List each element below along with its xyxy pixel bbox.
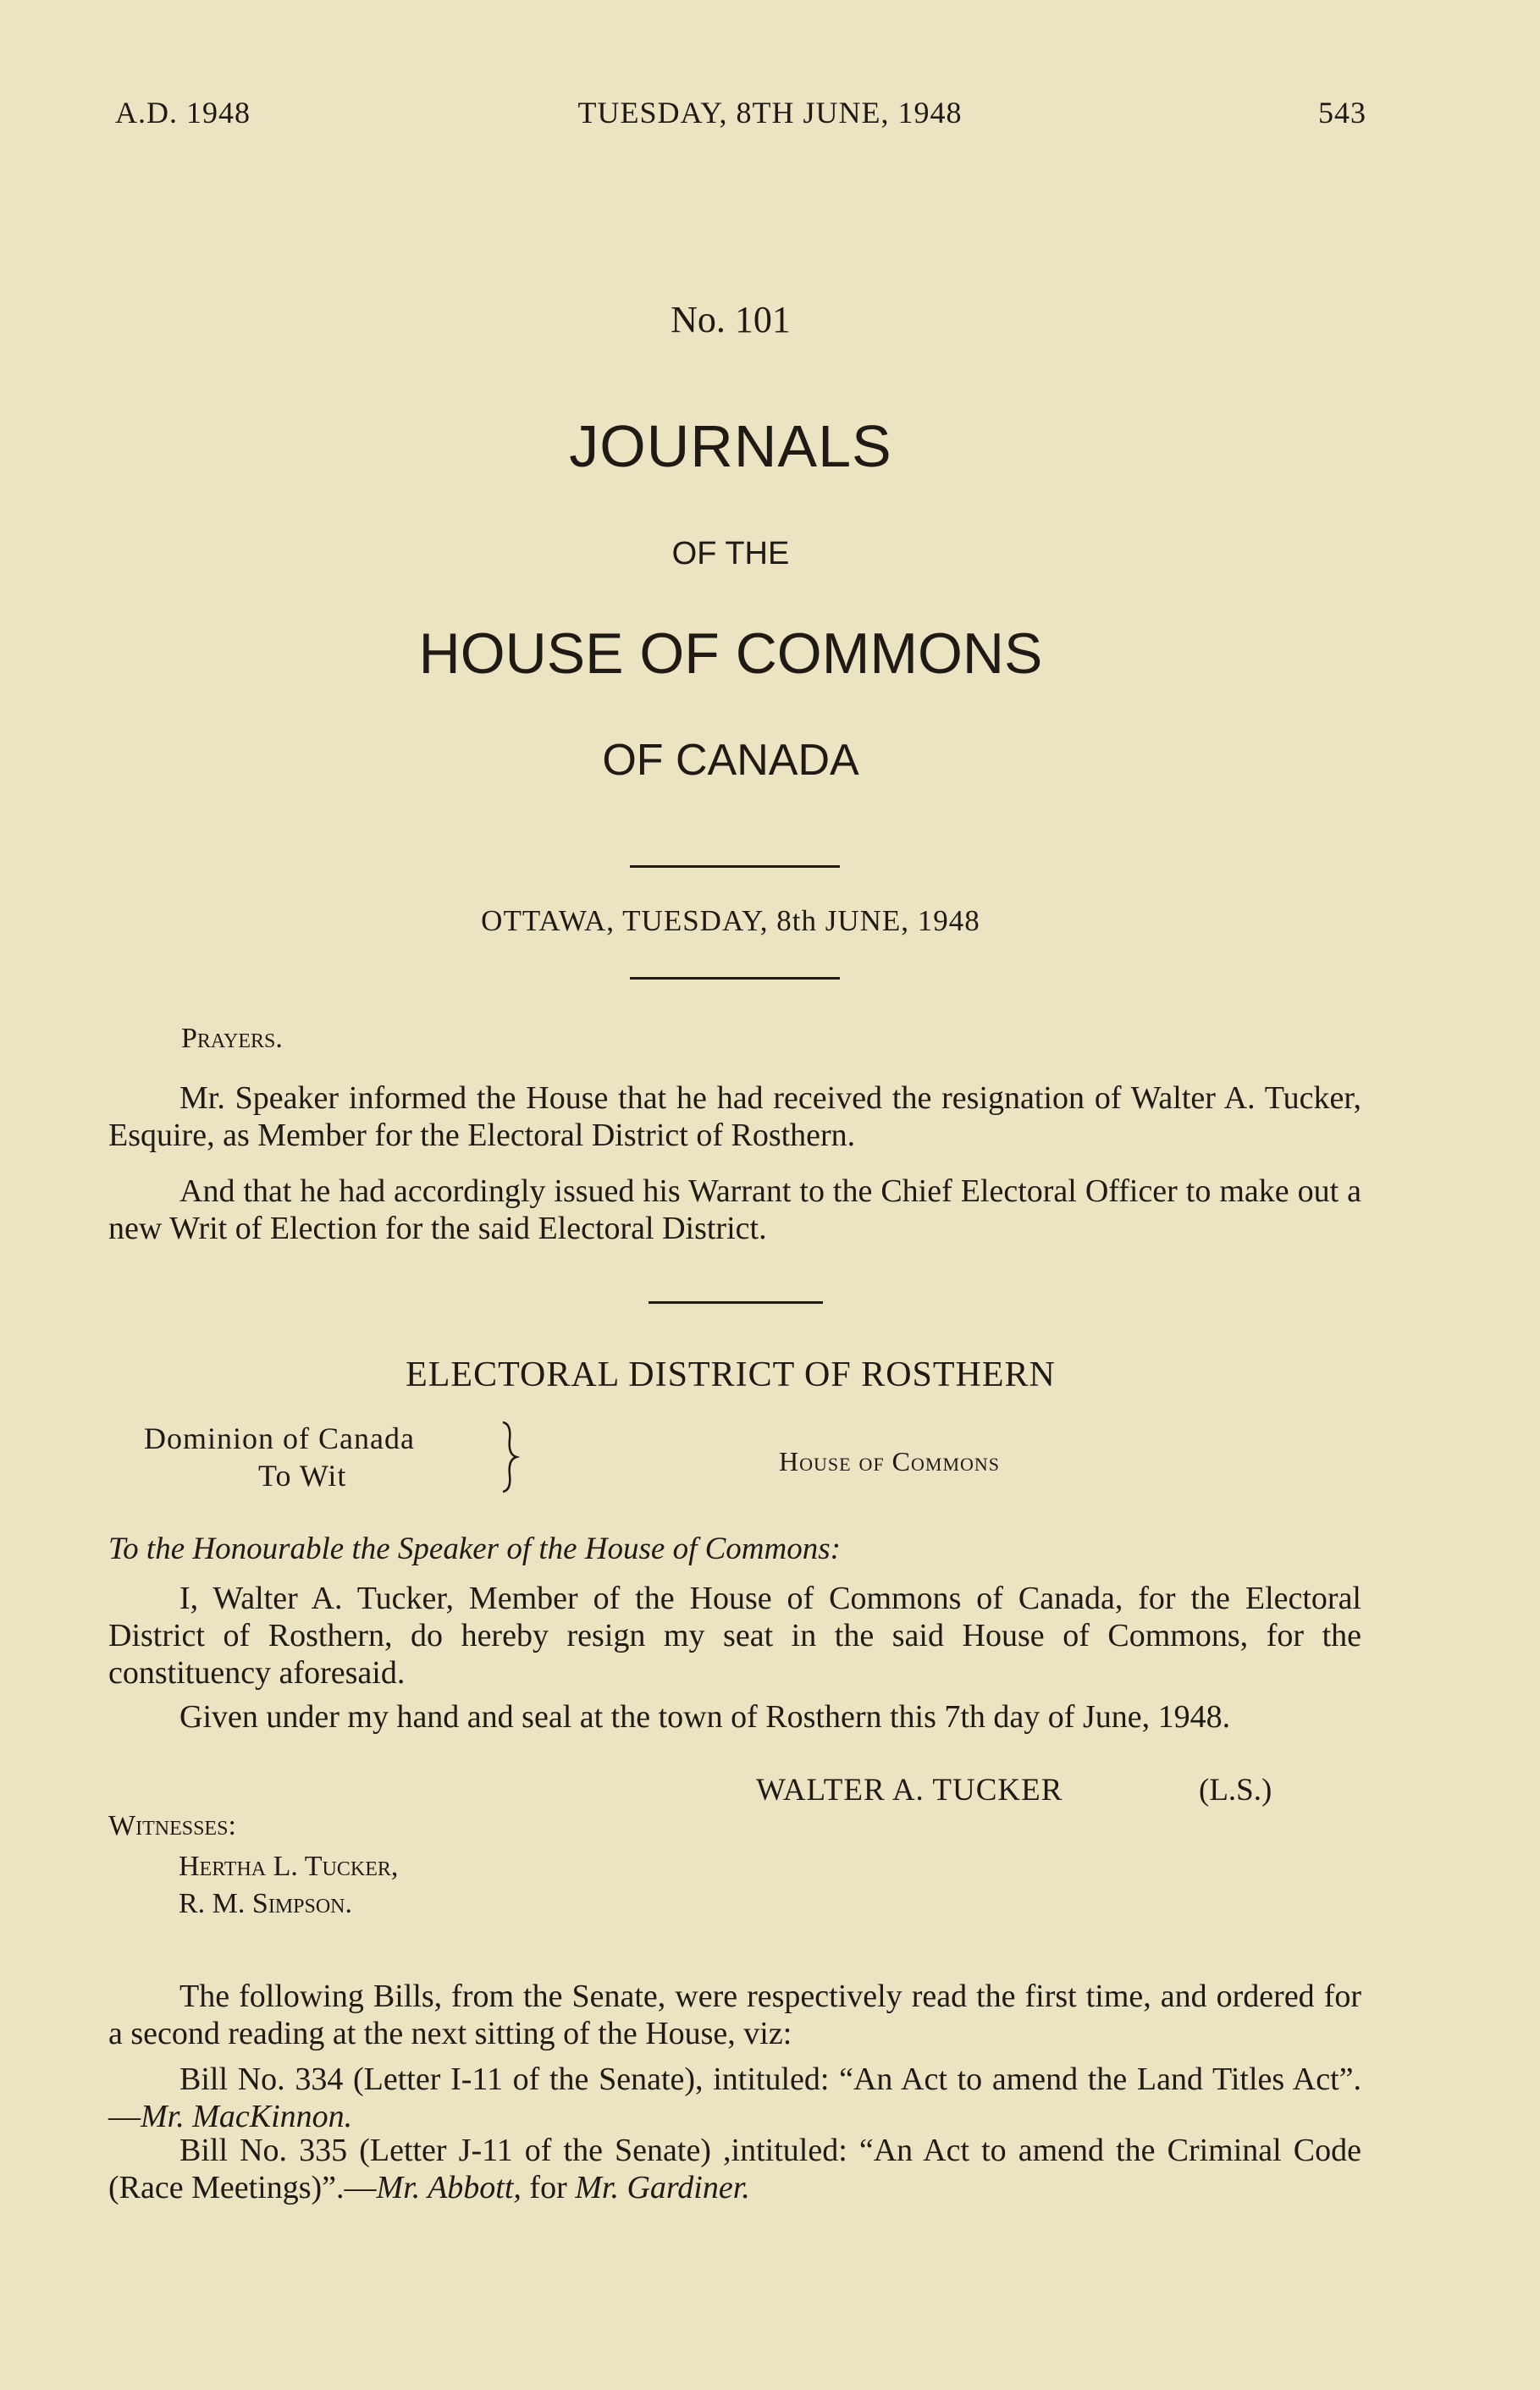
paragraph-text: And that he had accordingly issued his Warrant to the Chief Electoral Officer to make out a new Writ of Election for the said Electoral District. xyxy=(108,1173,1361,1246)
dominion-label: Dominion of Canada xyxy=(144,1421,415,1455)
paragraph-text: Given under my hand and seal at the town of Rosthern this 7th day of June, 1948. xyxy=(179,1699,1231,1735)
letter-body xyxy=(108,1580,1361,1692)
divider-rule xyxy=(630,977,840,980)
paragraph-text xyxy=(108,2132,1361,2206)
paragraph-resignation xyxy=(108,1079,1361,1154)
issue-number: No. 101 xyxy=(671,299,791,340)
bill-335 xyxy=(108,2132,1361,2206)
title-journals: JOURNALS xyxy=(569,413,892,479)
signature: WALTER A. TUCKER xyxy=(756,1773,1063,1808)
paragraph-text: Mr. Speaker informed the House that he had received the resignation of Walter A. Tucker, Esquire, as Member for the Electoral District of Rosthern. xyxy=(108,1080,1361,1153)
letter-given xyxy=(108,1698,1361,1736)
witness-name: Hertha L. Tucker, xyxy=(179,1851,399,1882)
running-head-year: A.D. 1948 xyxy=(115,96,251,130)
brace-icon xyxy=(500,1421,520,1500)
bill-for: for xyxy=(521,2170,576,2205)
district-heading: ELECTORAL DISTRICT OF ROSTHERN xyxy=(406,1355,1056,1394)
to-wit-label: To Wit xyxy=(258,1459,347,1493)
witness-name: R. M. Simpson. xyxy=(179,1888,353,1919)
paragraph-text: I, Walter A. Tucker, Member of the House of Commons of Canada, for the Electoral District of Rosthern, do hereby resign my seat in the said House of Commons, for the constituency aforesaid. xyxy=(108,1581,1361,1691)
seal-mark: (L.S.) xyxy=(1199,1773,1272,1808)
brace-icon-svg xyxy=(500,1421,520,1493)
bill-334 xyxy=(108,2061,1361,2135)
prayers-heading: Prayers. xyxy=(181,1023,283,1054)
title-house-of-commons: HOUSE OF COMMONS xyxy=(418,621,1043,686)
title-of-canada: OF CANADA xyxy=(602,736,859,785)
divider-rule xyxy=(630,865,840,868)
page-number: 543 xyxy=(1318,96,1366,130)
running-head-date: TUESDAY, 8TH JUNE, 1948 xyxy=(577,96,963,130)
bill-text: Bill No. 334 (Letter I-11 of the Senate), intituled: “An Act to amend the Land Titles Act”.— xyxy=(108,2062,1361,2134)
bill-text: Bill No. 335 (Letter J-11 of the Senate) ,intituled: “An Act to amend the Criminal Code (Race Meetings)”.— xyxy=(108,2133,1361,2205)
bill-sponsor: Mr. Gardiner. xyxy=(575,2170,750,2205)
divider-rule xyxy=(649,1301,823,1304)
title-of-the: OF THE xyxy=(671,536,790,571)
house-of-commons-label: House of Commons xyxy=(779,1446,1001,1477)
paragraph-text xyxy=(108,2061,1361,2135)
bill-sponsor: Mr. Abbott, xyxy=(376,2170,522,2205)
bill-sponsor: Mr. MacKinnon. xyxy=(141,2099,353,2134)
witnesses-label: Witnesses: xyxy=(108,1810,236,1841)
dateline: OTTAWA, TUESDAY, 8th JUNE, 1948 xyxy=(481,904,980,937)
letter-address: To the Honourable the Speaker of the House of Commons: xyxy=(108,1532,841,1566)
paragraph-text: The following Bills, from the Senate, were respectively read the first time, and ordered for a second reading at the next sitting of the House, viz: xyxy=(108,1979,1361,2051)
paragraph-warrant xyxy=(108,1173,1361,1247)
bills-intro xyxy=(108,1978,1361,2052)
